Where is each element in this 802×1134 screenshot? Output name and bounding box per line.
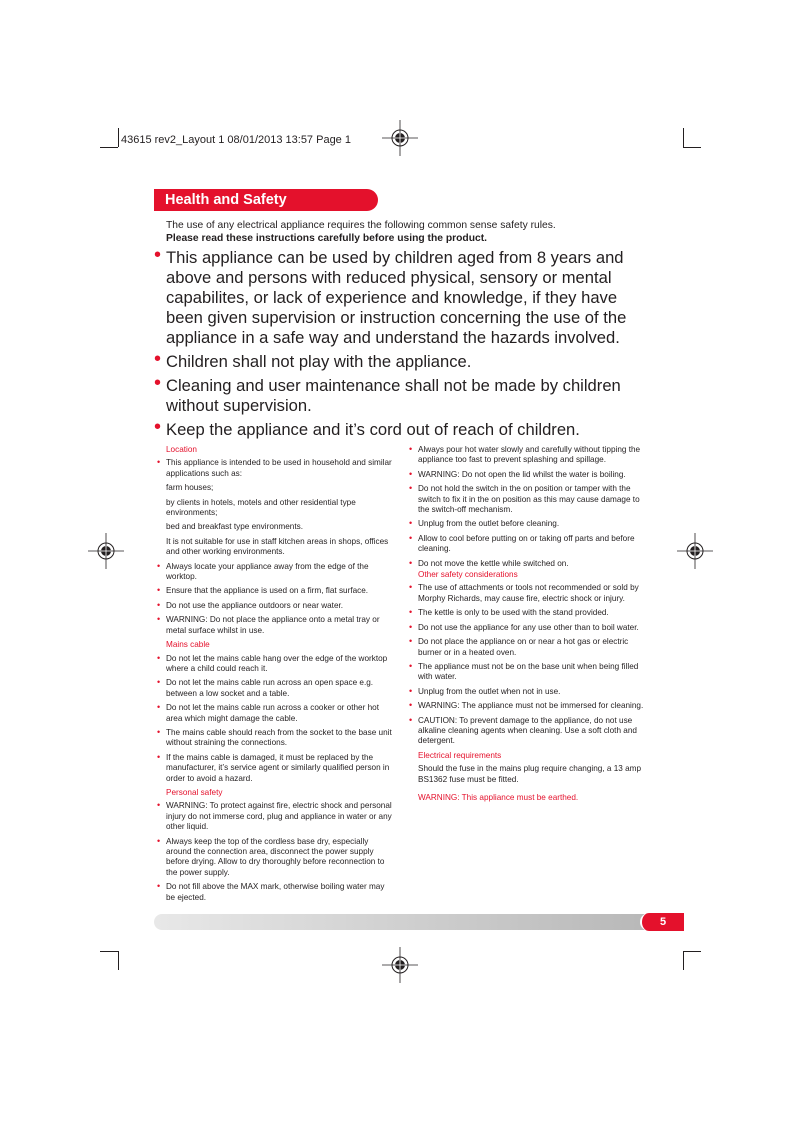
registration-mark-icon [382, 947, 418, 983]
bullet-dot-icon: • [154, 244, 162, 266]
list-item: • Do not let the mains cable run across a cooker or other hot area which might damage the cable. [157, 702, 379, 723]
list-item: • WARNING: Do not place the appliance onto a metal tray or metal surface whilst in use. [157, 614, 380, 635]
intro [166, 219, 556, 245]
list-item: • Always keep the top of the cordless base dry, especially around the connection area, disconnect the power supply before drying. Allow to dry thoroughly before reconnection to the power supply. [157, 835, 385, 877]
list-item: • Do not let the mains cable run across an open space e.g. between a low socket and a table. [157, 677, 374, 698]
large-bullet-list [152, 244, 642, 444]
print-slug: 43615 rev2_Layout 1 08/01/2013 13:57 Page 1 [121, 134, 351, 146]
registration-mark-icon [382, 120, 418, 156]
list-item: • Do not place the appliance on or near a hot gas or electric burner or in a heated oven. [409, 636, 629, 657]
list-item: • Unplug from the outlet when not in use. [409, 685, 561, 696]
list-item: • The mains cable should reach from the socket to the base unit without straining the connections. [157, 726, 392, 748]
crop-mark [100, 147, 118, 148]
left-column [154, 445, 394, 907]
crop-mark [683, 147, 701, 148]
list-item: • The appliance must not be on the base unit when being filled with water. [409, 660, 639, 682]
list-item: • WARNING: Do not open the lid whilst the water is boiling. [409, 468, 626, 479]
list-item: • Ensure that the appliance is used on a firm, flat surface. [157, 585, 369, 596]
list-subitem: by clients in hotels, motels and other residential type environments; [166, 497, 356, 518]
right-column [406, 445, 646, 803]
list-item: • Do not use the appliance outdoors or near water. [157, 599, 344, 610]
list-item: • This appliance is intended to be used in household and similar applications such as: [157, 457, 392, 478]
large-bullet: • Children shall not play with the appliance. [154, 348, 472, 371]
crop-mark [118, 128, 119, 147]
list-item: • Do not let the mains cable hang over the edge of the worktop where a child could reach it. [157, 652, 388, 673]
bullet-dot-icon: • [154, 416, 162, 438]
earthing-warning: WARNING: This appliance must be earthed. [418, 792, 579, 802]
registration-mark-icon [88, 533, 124, 569]
list-item: • WARNING: The appliance must not be immersed for cleaning. [409, 700, 644, 711]
crop-mark [683, 128, 684, 147]
list-item: • Do not hold the switch in the on position or tamper with the switch to fix it in the on position as this may cause damage to the switch-off mechanism. [409, 483, 640, 515]
list-item: • If the mains cable is damaged, it must be replaced by the manufacturer, it’s service agent or similarly qualified person in order to avoid a hazard. [157, 751, 390, 783]
crop-mark [683, 951, 684, 970]
list-item: • The kettle is only to be used with the stand provided. [409, 607, 609, 618]
list-item: • Do not move the kettle while switched on. [409, 557, 569, 568]
electrical-text: Should the fuse in the mains plug require changing, a 13 amp BS1362 fuse must be fitted. [418, 764, 642, 784]
list-item: • Always pour hot water slowly and carefully without tipping the appliance too fast to prevent splashing and spillage. [409, 444, 641, 465]
crop-mark [100, 951, 118, 952]
list-item: • Allow to cool before putting on or taking off parts and before cleaning. [409, 532, 635, 554]
section-title: Health and Safety [154, 189, 378, 211]
mains-cable-heading: Mains cable [166, 640, 210, 650]
footer-bar [154, 914, 648, 930]
list-item: • WARNING: To protect against fire, electric shock and personal injury do not immerse cord, plug and appliance in water or any other liquid. [157, 800, 392, 832]
intro-line: The use of any electrical appliance requires the following common sense safety rules. [166, 220, 556, 231]
list-subitem: It is not suitable for use in staff kitchen areas in shops, offices and other working environments. [166, 536, 389, 557]
list-item: • Do not use the appliance for any use other than to boil water. [409, 621, 639, 632]
location-heading: Location [166, 445, 197, 454]
list-item: • Always locate your appliance away from the edge of the worktop. [157, 560, 369, 582]
page-number: 5 [640, 913, 684, 931]
electrical-requirements-heading: Electrical requirements [418, 750, 502, 760]
list-item: • The use of attachments or tools not recommended or sold by Morphy Richards, may cause fire, electric shock or injury. [409, 582, 639, 603]
personal-safety-heading: Personal safety [166, 787, 223, 797]
list-item: • Do not fill above the MAX mark, otherwise boiling water may be ejected. [157, 881, 385, 902]
registration-mark-icon [677, 533, 713, 569]
crop-mark [118, 951, 119, 970]
large-bullet: • This appliance can be used by children aged from 8 years and above and persons with reduced physical, sensory or mental capabilites, or lack of experience and knowledge, if they have been given supervision or instruction concerning the use of the appliance in a safe way and understand the hazards involved. [154, 244, 627, 347]
bullet-dot-icon: • [154, 372, 162, 394]
intro-line-bold: Please read these instructions carefully before using the product. [166, 233, 488, 244]
bullet-dot-icon: • [154, 348, 162, 370]
list-subitem: bed and breakfast type environments. [166, 522, 303, 532]
list-subitem: farm houses; [166, 483, 214, 493]
other-safety-heading: Other safety considerations [418, 570, 518, 580]
large-bullet: • Keep the appliance and it’s cord out of reach of children. [154, 416, 580, 439]
crop-mark [683, 951, 701, 952]
list-item: • CAUTION: To prevent damage to the appliance, do not use alkaline cleaning agents when cleaning. Use a soft cloth and detergent. [409, 714, 637, 746]
list-item: • Unplug from the outlet before cleaning. [409, 518, 560, 529]
large-bullet: • Cleaning and user maintenance shall not be made by children without supervision. [154, 372, 621, 415]
